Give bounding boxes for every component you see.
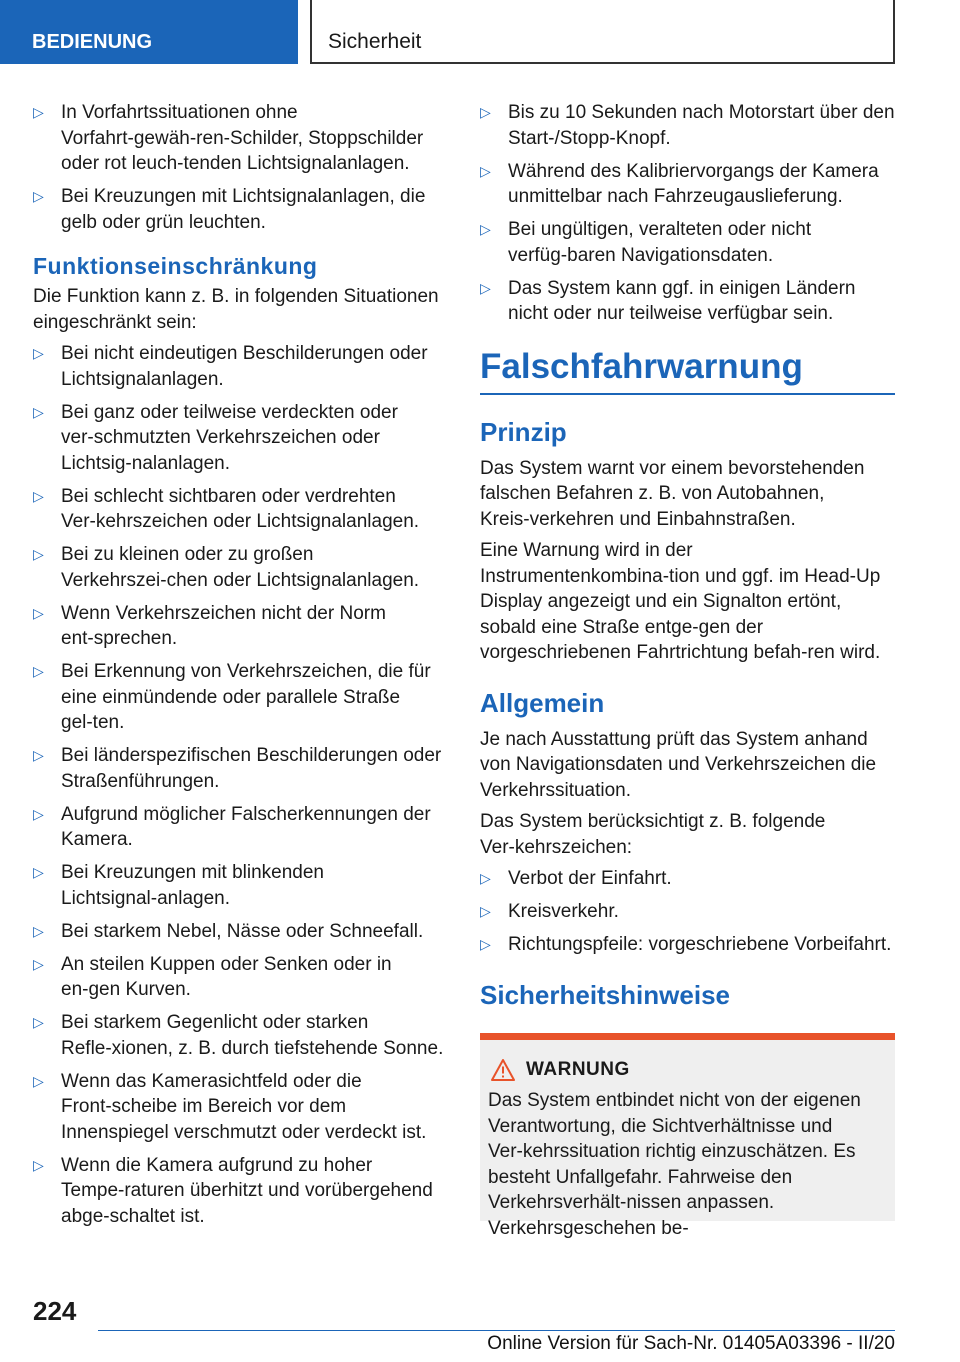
section-tab: BEDIENUNG (0, 0, 298, 64)
list-item: ▷ Bei ungültigen, veralteten oder nicht verfüg‑baren Navigationsdaten. (480, 219, 812, 266)
list-item: ▷ Bei Erkennung von Verkehrszeichen, die für eine einmündende oder parallele Straße gel‑ten. (33, 661, 431, 733)
list-item: ▷ Bei zu kleinen oder zu großen Verkehrszei‑chen oder Lichtsignalanlagen. (33, 544, 420, 591)
list-item: ▷ An steilen Kuppen oder Senken oder in en‑gen Kurven. (33, 953, 392, 1000)
bullet-triangle-icon: ▷ (33, 1156, 44, 1173)
principle-paragraph-1: Das System warnt vor einem bevorstehenden falschen Befahren z. B. von Autobahnen, Kreis‑verkehren und Einbahnstraßen. (480, 457, 865, 530)
list-item: ▷ Verbot der Einfahrt. (480, 866, 895, 892)
bullet-triangle-icon: ▷ (33, 955, 44, 972)
list-item: ▷ Bei Kreuzungen mit Lichtsignalanlagen, die gelb oder grün leuchten. (33, 186, 426, 233)
bullet-triangle-icon: ▷ (480, 936, 491, 952)
heading-funktionseinschraenkung: Funktionseinschränkung (33, 253, 318, 279)
bullet-triangle-icon: ▷ (33, 747, 44, 763)
principle-paragraph-2: Eine Warnung wird in der Instrumentenkombina‑tion und ggf. im Head‑Up Display angezeigt und ein Signalton ertönt, sobald eine Straße entge‑gen der vorgeschriebenen Fahrtrichtung befah‑ren wird. (480, 540, 881, 663)
list-item: ▷ Bei starkem Nebel, Nässe oder Schneefall. (33, 919, 445, 945)
list-item: ▷ Bei Kreuzungen mit blinkenden Lichtsignal‑anlagen. (33, 862, 325, 909)
footer-divider (98, 1330, 895, 1331)
bullet-triangle-icon: ▷ (33, 604, 44, 621)
list-item: ▷ Bei nicht eindeutigen Beschilderungen oder Lichtsignalanlagen. (33, 343, 428, 390)
bullet-triangle-icon: ▷ (33, 864, 44, 880)
intro-list (33, 100, 445, 235)
availability-list (480, 100, 895, 327)
warning-text: Das System entbindet nicht von der eigenen Verantwortung, die Sichtverhältnisse und Ver‑kehrssituation richtig einzuschätzen. Es besteht Unfallgefahr. Fahrweise den Verkehrsverhält‑nissen anpassen. Verkehrsgeschehen be‑ (488, 1090, 861, 1239)
warning-title: WARNUNG (526, 1059, 630, 1080)
sign-list (480, 866, 895, 958)
page-number: 224 (33, 1296, 77, 1326)
bullet-triangle-icon: ▷ (33, 1072, 44, 1089)
list-item: ▷ Wenn das Kamerasichtfeld oder die Front‑scheibe im Bereich vor dem Innenspiegel verschmutzt oder verdeckt ist. (33, 1070, 427, 1143)
bullet-triangle-icon: ▷ (33, 922, 44, 939)
bullet-triangle-icon: ▷ (480, 162, 491, 179)
right-column (480, 100, 895, 1019)
bullet-triangle-icon: ▷ (33, 663, 44, 679)
heading-sicherheitshinweise: Sicherheitshinweise (480, 979, 730, 1010)
heading-allgemein: Allgemein (480, 687, 605, 718)
online-version-text: Online Version für Sach-Nr. 01405A03396 - II/20 (487, 1333, 895, 1354)
list-item: ▷ Bei starkem Gegenlicht oder starken Refle‑xionen, z. B. durch tiefstehende Sonne. (33, 1012, 444, 1059)
bullet-triangle-icon: ▷ (33, 345, 44, 361)
bullet-triangle-icon: ▷ (480, 104, 491, 120)
bullet-triangle-icon: ▷ (33, 188, 44, 204)
bullet-triangle-icon: ▷ (480, 279, 491, 296)
bullet-triangle-icon: ▷ (33, 487, 44, 504)
left-column (33, 100, 445, 1237)
bullet-triangle-icon: ▷ (33, 403, 44, 420)
bullet-triangle-icon: ▷ (480, 903, 491, 919)
chapter-title: Sicherheit (310, 0, 895, 64)
warning-header (488, 1058, 887, 1082)
bullet-triangle-icon: ▷ (480, 870, 491, 886)
list-item: ▷ Bei länderspezifischen Beschilderungen oder Straßenführungen. (33, 745, 442, 792)
list-item: ▷ Wenn Verkehrszeichen nicht der Norm ent‑sprechen. (33, 602, 386, 649)
bullet-triangle-icon: ▷ (33, 805, 44, 822)
list-item: ▷ Bei schlecht sichtbaren oder verdrehten Ver‑kehrszeichen oder Lichtsignalanlagen. (33, 485, 420, 532)
list-item: ▷ Während des Kalibriervorgangs der Kamera unmittelbar nach Fahrzeugauslieferung. (480, 160, 879, 207)
heading-prinzip: Prinzip (480, 416, 567, 447)
list-item: ▷ Kreisverkehr. (480, 899, 895, 925)
list-item: ▷ In Vorfahrtssituationen ohne Vorfahrt‑gewäh‑ren‑Schilder, Stoppschilder oder rot leuch‑tenden Lichtsignalanlagen. (33, 102, 424, 174)
bullet-triangle-icon: ▷ (33, 546, 44, 562)
limit-intro: Die Funktion kann z. B. in folgenden Situationen eingeschränkt sein: (33, 286, 439, 333)
bullet-triangle-icon: ▷ (33, 1014, 44, 1030)
list-item: ▷ Bei ganz oder teilweise verdeckten oder ver‑schmutzten Verkehrszeichen oder Lichtsig‑nalanlagen. (33, 401, 398, 474)
bullet-triangle-icon: ▷ (480, 221, 491, 237)
list-item: ▷ Das System kann ggf. in einigen Ländern nicht oder nur teilweise verfügbar sein. (480, 277, 856, 324)
limit-list (33, 341, 445, 1229)
warning-box (480, 1033, 895, 1239)
list-item: ▷ Aufgrund möglicher Falscherkennungen der Kamera. (33, 803, 431, 850)
list-item: ▷ Bis zu 10 Sekunden nach Motorstart über den Start‑/Stopp‑Knopf. (480, 102, 895, 149)
general-paragraph-2: Das System berücksichtigt z. B. folgende Ver‑kehrszeichen: (480, 811, 826, 858)
list-item: ▷ Richtungspfeile: vorgeschriebene Vorbeifahrt. (480, 932, 895, 958)
bullet-triangle-icon: ▷ (33, 104, 44, 120)
heading-falschfahrwarnung: Falschfahrwarnung (480, 347, 895, 395)
general-paragraph-1: Je nach Ausstattung prüft das System anhand von Navigationsdaten und Verkehrszeichen die Verkehrssituation. (480, 728, 877, 801)
warning-triangle-icon (490, 1058, 516, 1082)
list-item: ▷ Wenn die Kamera aufgrund zu hoher Tempe‑raturen überhitzt und vorübergehend abge‑schaltet ist. (33, 1154, 433, 1227)
